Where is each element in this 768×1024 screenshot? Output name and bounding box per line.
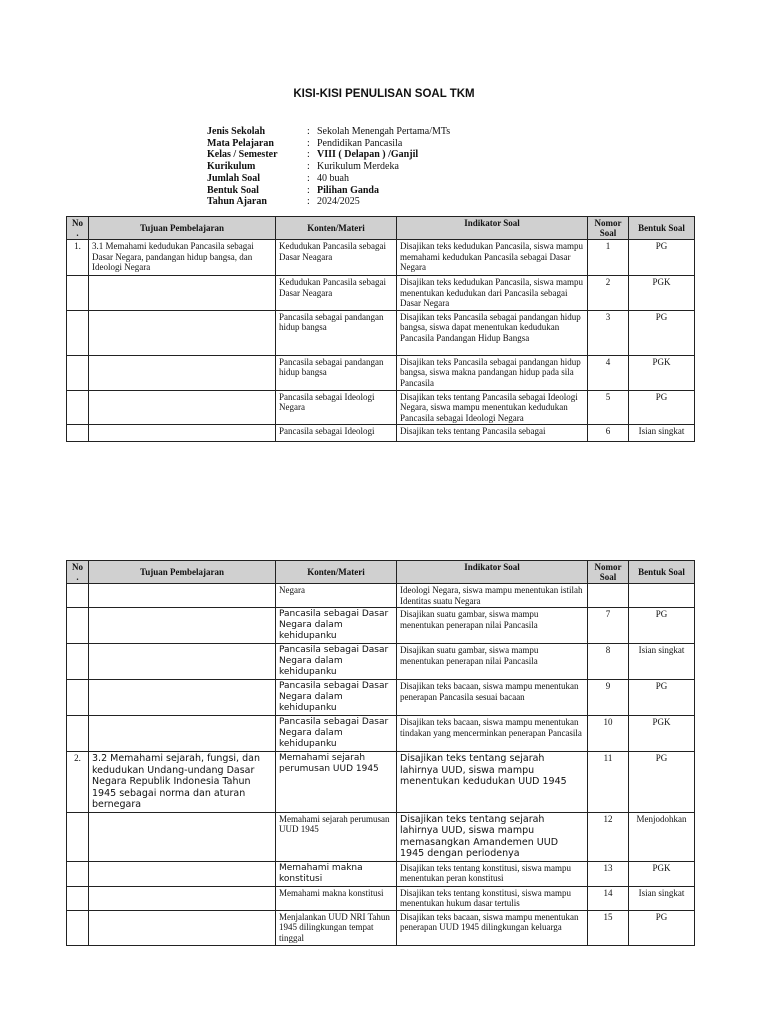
info-label: Jenis Sekolah xyxy=(207,126,266,137)
info-label: Jumlah Soal xyxy=(207,172,261,184)
row-indikator: Ideologi Negara, siswa mampu menentukan istilah Identitas suatu Negara xyxy=(397,584,588,608)
table-row xyxy=(67,812,695,861)
table-row xyxy=(67,390,695,425)
table-row xyxy=(67,861,695,886)
info-row xyxy=(207,185,450,197)
row-number: 1. xyxy=(67,240,89,276)
row-indikator: Disajikan teks tentang Pancasila sebagai xyxy=(397,425,588,442)
row-konten: Negara xyxy=(276,584,397,608)
info-label: Bentuk Soal xyxy=(207,184,259,196)
table-row xyxy=(67,680,695,716)
info-row xyxy=(207,149,450,161)
row-number xyxy=(67,861,89,886)
table-row xyxy=(67,608,695,644)
header-tujuan: Tujuan Pembelajaran xyxy=(89,561,276,584)
table-row xyxy=(67,276,695,311)
info-value: 40 buah xyxy=(317,172,349,184)
row-bentuk-soal: PG xyxy=(629,390,695,425)
table-row xyxy=(67,425,695,442)
row-nomor-soal: 10 xyxy=(588,716,629,752)
row-indikator: Disajikan teks kedudukan Pancasila, siswa mampu memahami kedudukan Pancasila sebagai Dasar Negara xyxy=(397,240,588,276)
row-konten: Memahami sejarah perumusan UUD 1945 xyxy=(276,812,397,861)
row-indikator: Disajikan teks bacaan, siswa mampu menentukan penerapan UUD 1945 dilingkungan keluarga xyxy=(397,910,588,945)
header-nomor: Nomor Soal xyxy=(588,561,629,584)
table-row xyxy=(67,355,695,390)
row-konten: Pancasila sebagai Ideologi xyxy=(276,425,397,442)
row-konten: Pancasila sebagai pandangan hidup bangsa xyxy=(276,355,397,390)
info-value: Pilihan Ganda xyxy=(317,184,379,196)
row-tujuan xyxy=(89,861,276,886)
row-tujuan xyxy=(89,886,276,910)
table-row xyxy=(67,310,695,355)
table-row xyxy=(67,886,695,910)
table-row xyxy=(67,752,695,813)
row-nomor-soal: 8 xyxy=(588,644,629,680)
row-bentuk-soal: PG xyxy=(629,910,695,945)
row-indikator: Disajikan teks tentang Pancasila sebagai Ideologi Negara, siswa mampu menentukan kedudukan Pancasila sebagai Ideologi Negara xyxy=(397,390,588,425)
row-indikator: Disajikan teks kedudukan Pancasila, siswa mampu menentukan kedudukan dari Pancasila sebagai Dasar Negara xyxy=(397,276,588,311)
row-bentuk-soal: PGK xyxy=(629,861,695,886)
info-value: Kurikulum Merdeka xyxy=(317,161,399,173)
row-konten: Pancasila sebagai Dasar Negara dalam kehidupanku xyxy=(276,608,397,644)
row-tujuan xyxy=(89,390,276,425)
row-tujuan xyxy=(89,716,276,752)
row-konten: Memahami makna konstitusi xyxy=(276,886,397,910)
row-indikator: Disajikan suatu gambar, siswa mampu menentukan penerapan nilai Pancasila xyxy=(397,608,588,644)
row-indikator: Disajikan teks tentang konstitusi, siswa mampu menentukan peran konstitusi xyxy=(397,861,588,886)
row-number xyxy=(67,584,89,608)
info-row xyxy=(207,173,450,185)
row-indikator: Disajikan teks tentang konstitusi, siswa mampu menentukan hukum dasar tertulis xyxy=(397,886,588,910)
info-separator: : xyxy=(307,184,310,196)
row-tujuan xyxy=(89,608,276,644)
kisi-kisi-table-page-1 xyxy=(66,216,695,442)
row-nomor-soal: 13 xyxy=(588,861,629,886)
row-number xyxy=(67,812,89,861)
header-nomor: Nomor Soal xyxy=(588,217,629,240)
row-konten: Kedudukan Pancasila sebagai Dasar Neagara xyxy=(276,240,397,276)
header-bentuk: Bentuk Soal xyxy=(629,561,695,584)
header-konten: Konten/Materi xyxy=(276,217,397,240)
row-tujuan xyxy=(89,276,276,311)
row-indikator: Disajikan suatu gambar, siswa mampu menentukan penerapan nilai Pancasila xyxy=(397,644,588,680)
row-bentuk-soal: PGK xyxy=(629,355,695,390)
row-bentuk-soal: PG xyxy=(629,240,695,276)
row-tujuan: 3.1 Memahami kedudukan Pancasila sebagai Dasar Negara, pandangan hidup bangsa, dan Ideologi Negara xyxy=(89,240,276,276)
row-konten: Pancasila sebagai Dasar Negara dalam kehidupanku xyxy=(276,644,397,680)
table-header-row xyxy=(67,561,695,584)
header-tujuan: Tujuan Pembelajaran xyxy=(89,217,276,240)
row-konten: Pancasila sebagai Dasar Negara dalam kehidupanku xyxy=(276,716,397,752)
row-nomor-soal: 15 xyxy=(588,910,629,945)
row-number xyxy=(67,310,89,355)
row-bentuk-soal: PGK xyxy=(629,276,695,311)
row-tujuan: 3.2 Memahami sejarah, fungsi, dan kedudukan Undang-undang Dasar Negara Republik Indonesia Tahun 1945 sebagai norma dan aturan bernegara xyxy=(89,752,276,813)
row-konten: Kedudukan Pancasila sebagai Dasar Neagara xyxy=(276,276,397,311)
info-separator: : xyxy=(307,126,310,137)
document-info xyxy=(207,126,450,208)
row-nomor-soal: 5 xyxy=(588,390,629,425)
row-number xyxy=(67,716,89,752)
row-indikator: Disajikan teks tentang sejarah lahirnya UUD, siswa mampu memasangkan Amandemen UUD 1945 dengan periodenya xyxy=(397,812,588,861)
row-tujuan xyxy=(89,584,276,608)
row-number xyxy=(67,886,89,910)
row-bentuk-soal: PG xyxy=(629,752,695,813)
row-tujuan xyxy=(89,812,276,861)
row-nomor-soal: 3 xyxy=(588,310,629,355)
info-value: VIII ( Delapan ) /Ganjil xyxy=(317,149,419,161)
row-bentuk-soal: Isian singkat xyxy=(629,886,695,910)
row-nomor-soal: 12 xyxy=(588,812,629,861)
info-row xyxy=(207,138,450,150)
row-indikator: Disajikan teks bacaan, siswa mampu menentukan tindakan yang mencerminkan penerapan Pancasila xyxy=(397,716,588,752)
row-indikator: Disajikan teks bacaan, siswa mampu menentukan penerapan Pancasila sesuai bacaan xyxy=(397,680,588,716)
info-separator: : xyxy=(307,172,310,184)
row-bentuk-soal: PG xyxy=(629,310,695,355)
row-number xyxy=(67,608,89,644)
table-row xyxy=(67,910,695,945)
row-indikator: Disajikan teks Pancasila sebagai pandangan hidup bangsa, siswa dapat menentukan kedudukan Pancasila Pandangan Hidup Bangsa xyxy=(397,310,588,355)
row-number xyxy=(67,910,89,945)
row-konten: Pancasila sebagai Dasar Negara dalam kehidupanku xyxy=(276,680,397,716)
row-konten: Menjalankan UUD NRI Tahun 1945 dilingkungan tempat tinggal xyxy=(276,910,397,945)
row-tujuan xyxy=(89,425,276,442)
info-value: Pendidikan Pancasila xyxy=(317,137,403,149)
row-number xyxy=(67,425,89,442)
info-separator: : xyxy=(307,196,310,208)
kisi-kisi-table-page-2 xyxy=(66,560,695,946)
row-number xyxy=(67,644,89,680)
header-indikator: Indikator Soal xyxy=(397,217,588,240)
info-value: 2024/2025 xyxy=(317,196,360,208)
row-number xyxy=(67,355,89,390)
row-nomor-soal: 2 xyxy=(588,276,629,311)
row-number xyxy=(67,276,89,311)
row-tujuan xyxy=(89,355,276,390)
header-bentuk: Bentuk Soal xyxy=(629,217,695,240)
info-label: Kelas / Semester xyxy=(207,149,278,161)
row-bentuk-soal xyxy=(629,584,695,608)
document-title: KISI-KISI PENULISAN SOAL TKM xyxy=(293,88,475,100)
row-nomor-soal: 14 xyxy=(588,886,629,910)
row-nomor-soal: 6 xyxy=(588,425,629,442)
header-no: No . xyxy=(67,217,89,240)
row-tujuan xyxy=(89,910,276,945)
row-bentuk-soal: Isian singkat xyxy=(629,644,695,680)
row-nomor-soal: 7 xyxy=(588,608,629,644)
info-label: Kurikulum xyxy=(207,161,256,173)
row-bentuk-soal: PGK xyxy=(629,716,695,752)
row-konten: Pancasila sebagai Ideologi Negara xyxy=(276,390,397,425)
row-bentuk-soal: PG xyxy=(629,680,695,716)
info-separator: : xyxy=(307,161,310,173)
info-value: Sekolah Menengah Pertama/MTs xyxy=(317,126,451,137)
info-label: Mata Pelajaran xyxy=(207,137,274,149)
table-row xyxy=(67,584,695,608)
table-row xyxy=(67,240,695,276)
row-tujuan xyxy=(89,680,276,716)
row-number xyxy=(67,390,89,425)
info-row xyxy=(207,126,450,138)
header-indikator: Indikator Soal xyxy=(397,561,588,584)
row-indikator: Disajikan teks Pancasila sebagai pandangan hidup bangsa, siswa makna pandangan hidup pada sila Pancasila xyxy=(397,355,588,390)
row-bentuk-soal: Isian singkat xyxy=(629,425,695,442)
row-nomor-soal: 1 xyxy=(588,240,629,276)
row-number: 2. xyxy=(67,752,89,813)
table-row xyxy=(67,716,695,752)
info-row xyxy=(207,196,450,208)
row-tujuan xyxy=(89,310,276,355)
row-konten: Pancasila sebagai pandangan hidup bangsa xyxy=(276,310,397,355)
info-separator: : xyxy=(307,149,310,161)
row-konten: Memahami sejarah perumusan UUD 1945 xyxy=(276,752,397,813)
info-row xyxy=(207,161,450,173)
table-row xyxy=(67,644,695,680)
row-nomor-soal: 9 xyxy=(588,680,629,716)
row-nomor-soal xyxy=(588,584,629,608)
row-indikator: Disajikan teks tentang sejarah lahirnya UUD, siswa mampu menentukan kedudukan UUD 1945 xyxy=(397,752,588,813)
row-number xyxy=(67,680,89,716)
row-bentuk-soal: Menjodohkan xyxy=(629,812,695,861)
info-separator: : xyxy=(307,137,310,149)
row-nomor-soal: 11 xyxy=(588,752,629,813)
header-konten: Konten/Materi xyxy=(276,561,397,584)
info-label: Tahun Ajaran xyxy=(207,196,267,208)
row-nomor-soal: 4 xyxy=(588,355,629,390)
row-konten: Memahami makna konstitusi xyxy=(276,861,397,886)
row-tujuan xyxy=(89,644,276,680)
row-bentuk-soal: PG xyxy=(629,608,695,644)
table-header-row xyxy=(67,217,695,240)
header-no: No . xyxy=(67,561,89,584)
